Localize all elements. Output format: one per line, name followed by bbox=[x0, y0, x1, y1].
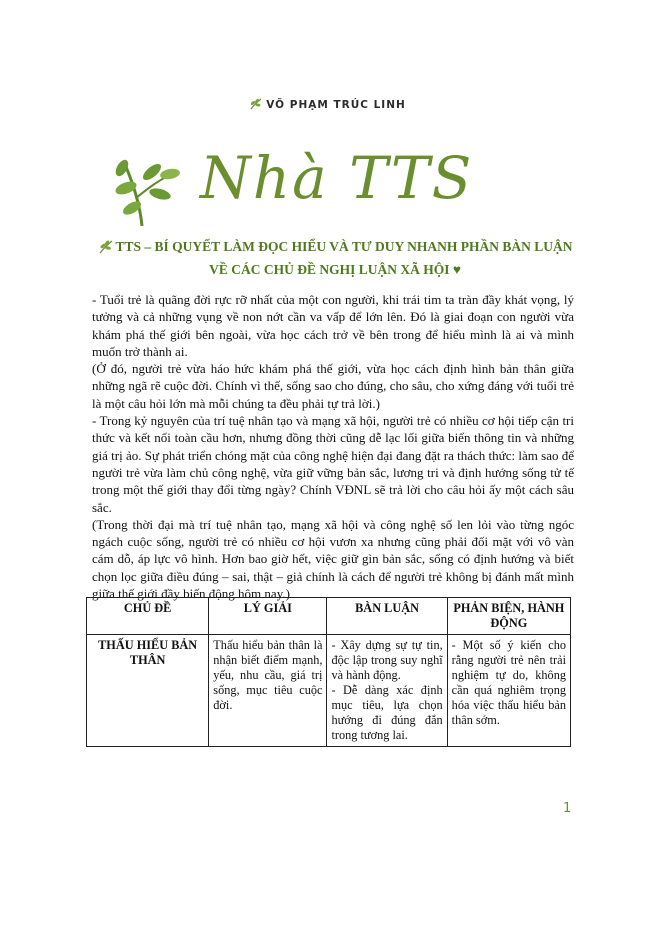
page-number: 1 bbox=[563, 801, 572, 816]
counter-cell: - Một số ý kiến cho rằng người trẻ nên trải nghiệm tự do, không cần quá nghiêm trọng hóa việc thấu hiểu bản thân sớm. bbox=[447, 635, 570, 747]
author-name: VÕ PHẠM TRÚC LINH bbox=[266, 99, 406, 111]
table-header-row bbox=[87, 598, 571, 635]
discuss-point: - Dễ dàng xác định mục tiêu, lựa chọn hướng đi đúng đắn trong tương lai. bbox=[331, 683, 443, 742]
page-headline bbox=[90, 237, 580, 280]
discuss-cell bbox=[327, 635, 447, 747]
column-header: BÀN LUẬN bbox=[327, 598, 447, 635]
table-row bbox=[87, 635, 571, 747]
column-header: LÝ GIẢI bbox=[209, 598, 327, 635]
column-header: PHẢN BIỆN, HÀNH ĐỘNG bbox=[447, 598, 570, 635]
topic-cell: THẤU HIỂU BẢN THÂN bbox=[87, 635, 209, 747]
discuss-point: - Xây dựng sự tự tin, độc lập trong suy nghĩ và hành động. bbox=[331, 638, 443, 682]
paragraph: - Trong kỷ nguyên của trí tuệ nhân tạo và mạng xã hội, người trẻ có nhiều cơ hội tiếp cận tri thức và kết nối toàn cầu hơn, nhưng đồng thời cũng dễ lạc lối giữa biển thông tin và những giá trị ảo. Sự phát triển chóng mặt của công nghệ hiện đại đang đặt ra thách thức: làm sao để người trẻ vừa làm chủ công nghệ, vừa giữ vững bản sắc, lương tri và định hướng sống tử tế trong một thế giới thay đổi từng ngày? Chính VĐNL sẽ trả lời cho câu hỏi ấy một cách sâu sắc. bbox=[92, 413, 574, 515]
topic-table bbox=[86, 597, 571, 747]
body-text bbox=[92, 291, 574, 602]
paragraph: - Tuổi trẻ là quãng đời rực rỡ nhất của một con người, khi trái tim ta tràn đầy khát vọng, lý tưởng và cả những vụng về non nớt cần va vấp để lớn lên. Đó là giai đoạn con người vừa khám phá thế giới bên ngoài, vừa học cách trở về bên trong để hiểu mình là ai và mình muốn trở thành ai. bbox=[92, 292, 574, 359]
paragraph: (Trong thời đại mà trí tuệ nhân tạo, mạng xã hội và công nghệ số len lỏi vào từng ngóc ngách cuộc sống, người trẻ có nhiều cơ hội vươn xa nhưng cũng phải đối mặt với vô vàn cám dỗ, áp lực vô hình. Hơn bao giờ hết, việc giữ gìn bản sắc, sống có định hướng và biết chọn lọc giữa điều đúng – sai, thật – giả chính là cách để người trẻ không bị đánh mất mình giữa thế giới đầy biến động hôm nay.) bbox=[92, 516, 574, 602]
leaf-icon bbox=[249, 97, 263, 113]
paragraph: (Ở đó, người trẻ vừa háo hức khám phá thế giới, vừa học cách định hình bản thân giữa những ngã rẽ cuộc đời. Chính vì thế, sống sao cho đúng, cho sâu, cho xứng đáng với tuổi trẻ là một câu hỏi lớn mà mỗi chúng ta đều phải tự trả lời.) bbox=[92, 361, 574, 411]
explain-cell: Thấu hiểu bản thân là nhận biết điểm mạnh, yếu, nhu cầu, giá trị sống, mục tiêu cuộc đời. bbox=[209, 635, 327, 747]
brand-logo-text: Nhà TTS bbox=[200, 144, 474, 212]
column-header: CHỦ ĐỀ bbox=[87, 598, 209, 635]
leaf-icon bbox=[98, 239, 114, 260]
author-line bbox=[0, 97, 655, 113]
headline-text: TTS – BÍ QUYẾT LÀM ĐỌC HIỂU VÀ TƯ DUY NHANH PHẦN BÀN LUẬN VỀ CÁC CHỦ ĐỀ NGHỊ LUẬN XÃ HỘI ♥ bbox=[115, 239, 573, 277]
